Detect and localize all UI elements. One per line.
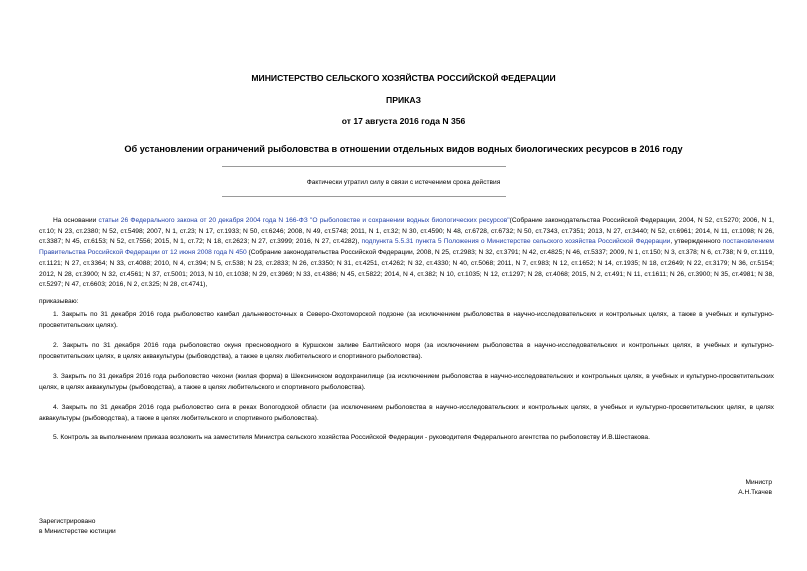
order-item-5: 5. Контроль за выполнением приказа возложить на заместителя Министра сельского хозяйства Российской Федерации - руководителя Федерального агентства по рыболовству И.В.Шестакова.: [53, 434, 650, 441]
order-item-2: 2. Закрыть по 31 декабря 2016 года рыболовство окуня пресноводного в Куршском заливе Балтийского моря (за исключением рыболовства в научно-исследовательских и контрольных целях, в учебных и культурно-просветительских целях, в целях аквакультуры (рыбоводства), а также в целях любительского и спортивного рыболовства).: [39, 342, 774, 360]
order-item-3: 3. Закрыть по 31 декабря 2016 года рыболовство чехони (жилая форма) в Шекснинском водохранилище (за исключением рыболовства в научно-исследовательских и контрольных целях, в учебных и культурно-просветительских целях, в целях аквакультуры (рыбоводства), а также в целях любительского и спортивного рыболовства).: [39, 373, 774, 391]
regulation-link[interactable]: подпункта 5.5.31 пункта 5 Положения о Министерстве сельского хозяйства Российской Федерации: [361, 238, 671, 246]
order-word: приказываю:: [39, 298, 79, 305]
document-date-number: от 17 августа 2016 года N 356: [341, 116, 466, 126]
bottom-divider: [222, 196, 506, 197]
document-type: ПРИКАЗ: [386, 95, 421, 105]
registration-line-1: Зарегистрировано: [39, 518, 96, 525]
law-link[interactable]: статьи 26 Федерального закона от 20 декабря 2004 года N 166-ФЗ "О рыболовстве и сохранении водных биологических ресурсов": [98, 217, 510, 224]
registration-line-2: в Министерстве юстиции: [39, 528, 116, 535]
preamble-text-1: (Собрание законодательства Российской Федерации, 2004, N 52, ст.5270; 2006, N 1, ст.10; N 23, ст.2380; N 52, ст.5498; 2007, N 1, ст.23; N 17, ст.1933; N 50, ст.6246; 2008, N 49, ст.5748; 2011, N 1, ст.32; N 30, ст.4590; N 48, ст.6728, ст.6732; N 50, ст.7343, ст.7351; 2013, N 27, ст.3440; N 52, ст.6961; 2014, N 11, ст.1098; N 26, ст.3387; N 45, ст.6153; N 52, ст.7556; 2015, N 1, ст.72; N 18, ст.2623; N 27, ст.3999; 2016, N 27, ст.4282),: [39, 217, 774, 246]
preamble-text-2: , утвержденного: [670, 238, 723, 246]
order-item-4: 4. Закрыть по 31 декабря 2016 года рыболовство сига в реках Вологодской области (за исключением рыболовства в научно-исследовательских и контрольных целях, в учебных и культурно-просветительских целях, в целях аквакультуры (рыбоводства), а также в целях любительского и спортивного рыболовства).: [39, 404, 774, 422]
decree-link[interactable]: постановлением Правительства Российской Федерации от 12 июня 2008 года N 450: [39, 238, 774, 257]
top-divider: [222, 166, 506, 167]
preamble-lead: На основании: [53, 217, 99, 224]
order-item-1: 1. Закрыть по 31 декабря 2016 года рыболовство камбал дальневосточных в Северо-Охотоморской подзоне (за исключением рыболовства в научно-исследовательских и контрольных целях, а также в учебных и культурно-просветительских целях).: [39, 311, 774, 329]
signature-name: А.Н.Ткачев: [738, 489, 772, 496]
preamble-paragraph: [39, 216, 774, 291]
document-title: Об установлении ограничений рыболовства в отношении отдельных видов водных биологических ресурсов в 2016 году: [124, 144, 683, 154]
ministry-name: МИНИСТЕРСТВО СЕЛЬСКОГО ХОЗЯЙСТВА РОССИЙСКОЙ ФЕДЕРАЦИИ: [251, 73, 556, 83]
preamble-text-3: (Собрание законодательства Российской Федерации, 2008, N 25, ст.2983; N 32, ст.3791; N 42, ст.4825; N 46, ст.5337; 2009, N 1, ст.150; N 3, ст.378; N 6, ст.738; N 9, ст.1119, ст.1121; N 27, ст.3364; N 33, ст.4088; 2010, N 4, ст.394; N 5, ст.538; N 23, ст.2833; N 26, ст.3350; N 31, ст.4251, ст.4262; N 32, ст.4330; N 40, ст.5068; 2011, N 7, ст.983; N 12, ст.1652; N 14, ст.1935; N 18, ст.2649; N 22, ст.3179; N 36, ст.5154; 2012, N 28, ст.3900; N 32, ст.4561; N 37, ст.5001; 2013, N 10, ст.1038; N 29, ст.3969; N 33, ст.4386; N 45, ст.5822; 2014, N 4, ст.382; N 10, ст.1035; N 12, ст.1297; N 28, ст.4068; 2015, N 2, ст.491; N 11, ст.1611; N 26, ст.3900; N 35, ст.4981; N 38, ст.5297; N 47, ст.6603; 2016, N 2, ст.325; N 28, ст.4741),: [39, 249, 774, 289]
status-note: Фактически утратил силу в связи с истечением срока действия: [306, 179, 501, 186]
signature-position: Министр: [745, 479, 772, 486]
